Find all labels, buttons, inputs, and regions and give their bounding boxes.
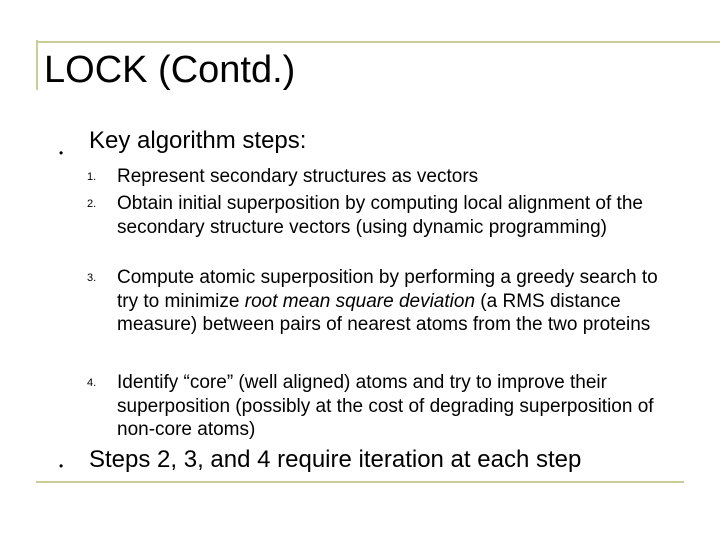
bullet-iteration-note: Steps 2, 3, and 4 require iteration at each step — [89, 446, 582, 473]
step-number: 3. — [87, 272, 97, 284]
bullet-key-steps: Key algorithm steps: — [89, 127, 307, 154]
step-3-text-start: Compute atomic superposition by performing a greedy search to try to minimize — [117, 267, 658, 312]
step-number: 4. — [87, 377, 97, 389]
slide-title: LOCK (Contd.) — [44, 49, 296, 91]
title-accent-top-line — [36, 41, 720, 43]
step-item-2: Obtain initial superposition by computing local alignment of the secondary structure vectors (using dynamic programming) — [117, 193, 643, 238]
title-accent-vertical-line — [36, 40, 38, 90]
step-item-4: Identify “core” (well aligned) atoms and try to improve their superposition (possibly at the cost of degrading superposition of non-core atoms) — [117, 372, 654, 440]
step-number: 2. — [87, 198, 97, 210]
step-item-3 — [117, 266, 677, 337]
footer-accent-line — [36, 481, 684, 483]
step-3-text-end: (a RMS distance measure) between pairs of nearest atoms from the two proteins — [117, 290, 651, 335]
step-3-emphasis: root mean square deviation — [244, 290, 476, 312]
step-number: 1. — [87, 171, 97, 183]
bullet-marker: • — [59, 146, 64, 160]
step-item-1: Represent secondary structures as vectors — [117, 166, 479, 187]
bullet-marker: • — [59, 459, 64, 473]
